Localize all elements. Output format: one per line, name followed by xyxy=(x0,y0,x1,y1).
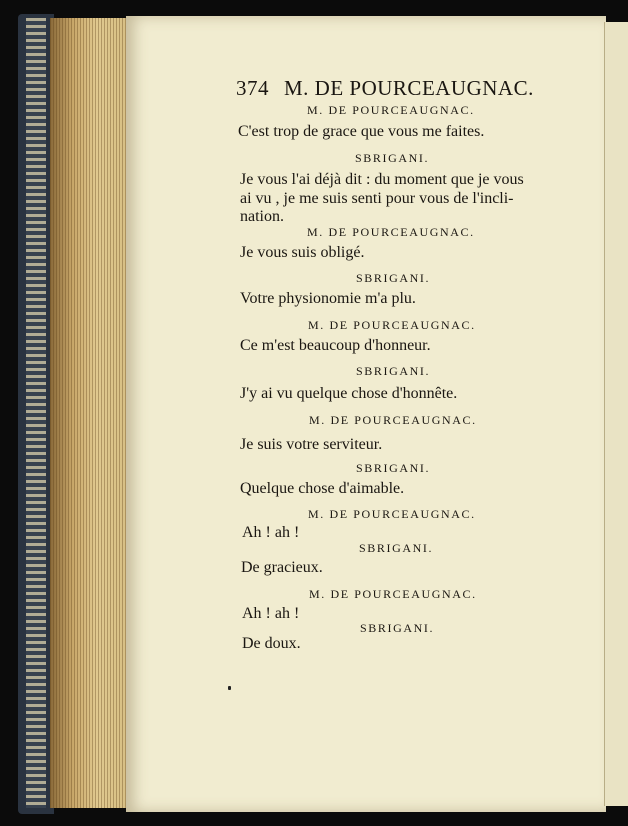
speaker-label: SBRIGANI. xyxy=(356,461,431,475)
running-title: M. DE POURCEAUGNAC. xyxy=(284,76,534,100)
facing-page-edge xyxy=(604,22,628,806)
dialogue-line: C'est trop de grace que vous me faites. xyxy=(238,123,485,140)
page-block-edge xyxy=(50,18,128,808)
dialogue-line: Je vous l'ai déjà dit : du moment que je vous xyxy=(240,171,524,188)
ink-speck xyxy=(228,686,231,690)
speaker-label: M. DE POURCEAUGNAC. xyxy=(309,587,477,601)
dialogue-line: Je vous suis obligé. xyxy=(240,244,365,261)
speaker-label: M. DE POURCEAUGNAC. xyxy=(307,225,475,239)
dialogue-line: De doux. xyxy=(242,635,301,652)
speaker-label: SBRIGANI. xyxy=(356,271,431,285)
dialogue-line: De gracieux. xyxy=(241,559,323,576)
speaker-label: M. DE POURCEAUGNAC. xyxy=(309,413,477,427)
speaker-label: M. DE POURCEAUGNAC. xyxy=(308,507,476,521)
speaker-label: M. DE POURCEAUGNAC. xyxy=(308,318,476,332)
speaker-label: SBRIGANI. xyxy=(360,621,435,635)
dialogue-line: J'y ai vu quelque chose d'honnête. xyxy=(240,385,458,402)
dialogue-line: Je suis votre serviteur. xyxy=(240,436,383,453)
speaker-label: M. DE POURCEAUGNAC. xyxy=(307,103,475,117)
dialogue-line: Ah ! ah ! xyxy=(242,524,300,541)
dialogue-line: nation. xyxy=(240,208,284,225)
dialogue-line: Ce m'est beaucoup d'honneur. xyxy=(240,337,431,354)
dialogue-line: Ah ! ah ! xyxy=(242,605,300,622)
speaker-label: SBRIGANI. xyxy=(359,541,434,555)
speaker-label: SBRIGANI. xyxy=(356,364,431,378)
dialogue-line: ai vu , je me suis senti pour vous de l'incli- xyxy=(240,190,514,207)
dialogue-line: Votre physionomie m'a plu. xyxy=(240,290,416,307)
dialogue-line: Quelque chose d'aimable. xyxy=(240,480,405,497)
book-spine-pattern xyxy=(26,18,46,808)
speaker-label: SBRIGANI. xyxy=(355,151,430,165)
page-number: 374 xyxy=(236,76,269,100)
